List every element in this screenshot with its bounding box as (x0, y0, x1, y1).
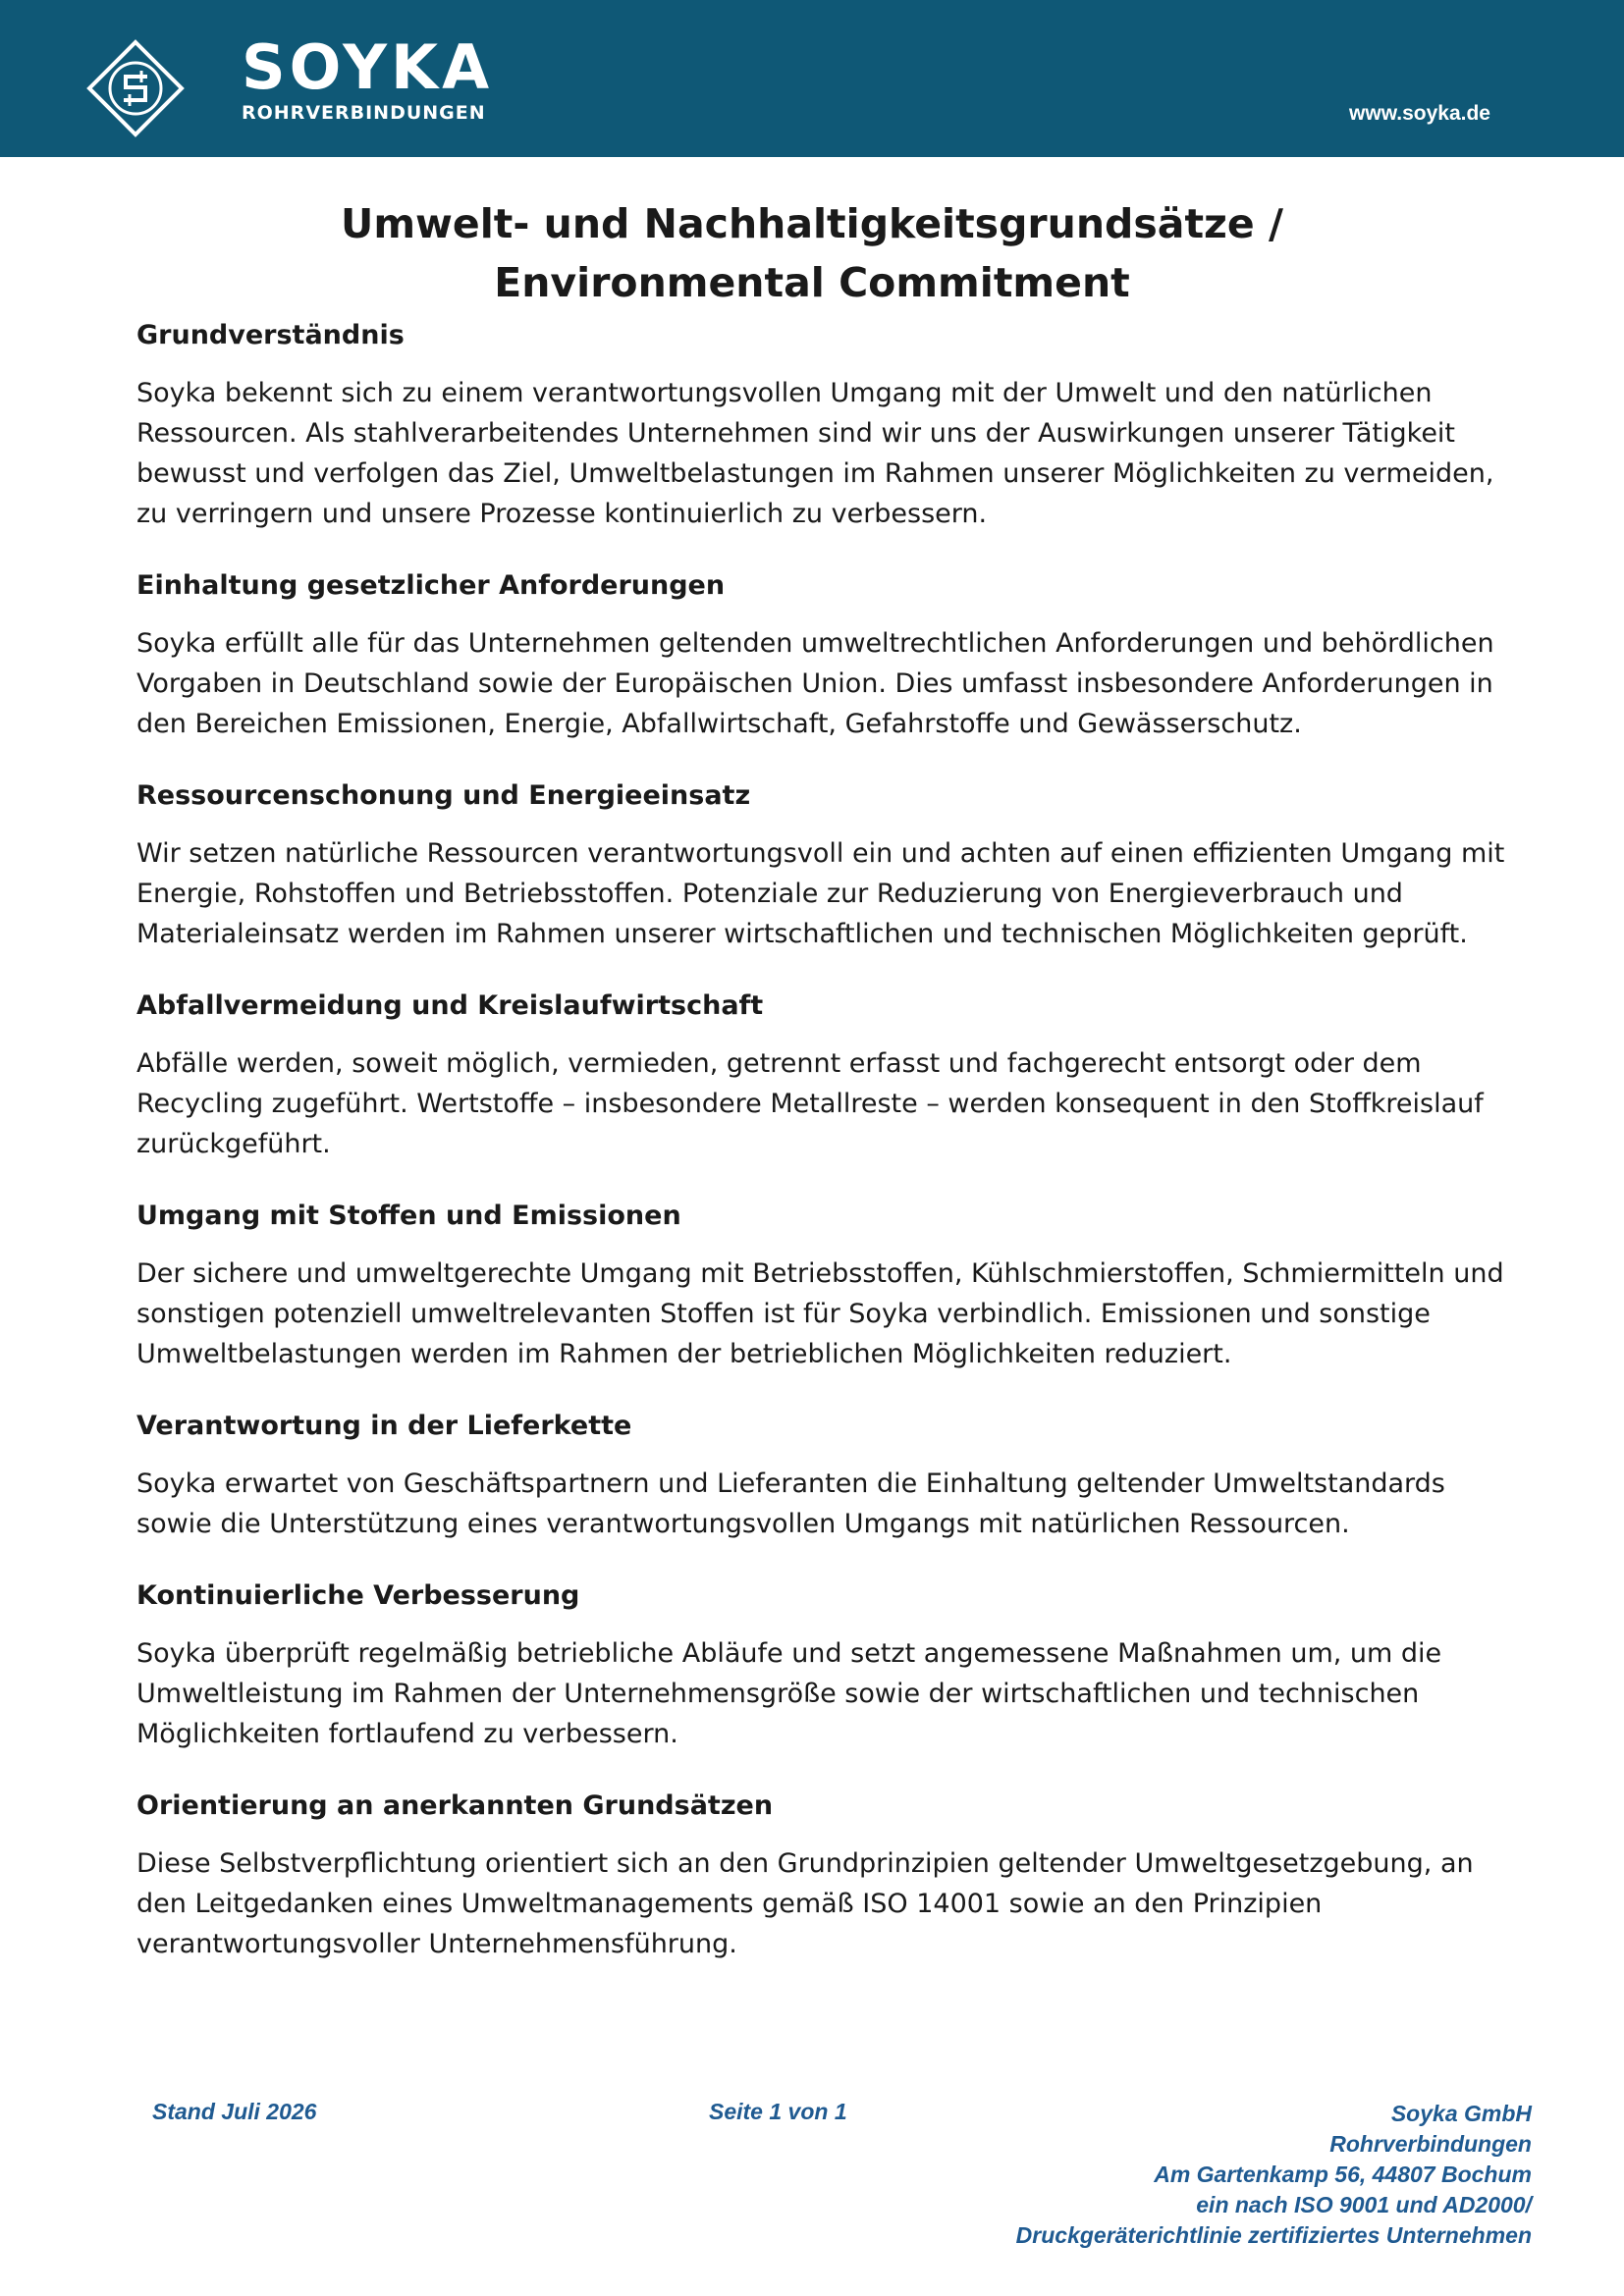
section-stoffe-emissionen (136, 1197, 1511, 1374)
section-heading: Einhaltung gesetzlicher Anforderungen (136, 570, 726, 601)
section-ressourcenschonung (136, 776, 1511, 954)
footer-company-address (1016, 2099, 1532, 2251)
section-body: Wir setzen natürliche Ressourcen verantwortungsvoll ein und achten auf einen effizienten Umgang mit Energie, Rohstoffen und Betriebsstoffen. Potenziale zur Reduzierung von Energieverbrauch und Materialeinsatz werden im Rahmen unserer wirtschaftlichen und technischen Möglichkeiten geprüft. (136, 838, 1505, 949)
document-title (0, 194, 1624, 312)
website-link[interactable]: www.soyka.de (1349, 102, 1490, 125)
footer-company-line: ein nach ISO 9001 und AD2000/ (1196, 2192, 1532, 2217)
footer-company-line: Rohrverbindungen (1329, 2131, 1532, 2157)
section-body: Der sichere und umweltgerechte Umgang mit Betriebsstoffen, Kühlschmierstoffen, Schmiermitteln und sonstigen potenziell umweltrelevanten Stoffen ist für Soyka verbindlich. Emissionen und sonstige Umweltbelastungen werden im Rahmen der betrieblichen Möglichkeiten reduziert. (136, 1258, 1504, 1369)
section-body: Diese Selbstverpflichtung orientiert sich an den Grundprinzipien geltender Umweltgesetzgebung, an den Leitgedanken eines Umweltmanagements gemäß ISO 14001 sowie an den Prinzipien verantwortungsvoller Unternehmensführung. (136, 1848, 1474, 1959)
document-title-line-1: Umwelt- und Nachhaltigkeitsgrundsätze / (341, 200, 1283, 247)
section-abfallvermeidung (136, 987, 1511, 1164)
brand-name: SOYKA (242, 31, 494, 103)
section-heading: Abfallvermeidung und Kreislaufwirtschaft (136, 990, 764, 1021)
section-heading: Ressourcenschonung und Energieeinsatz (136, 780, 751, 811)
footer-company-line: Druckgeräterichtlinie zertifiziertes Unternehmen (1015, 2222, 1532, 2248)
document-body (136, 316, 1511, 1997)
soyka-diamond-logo-icon (86, 39, 185, 137)
section-heading: Orientierung an anerkannten Grundsätzen (136, 1790, 774, 1821)
section-gesetzliche-anforderungen (136, 566, 1511, 744)
section-lieferkette (136, 1407, 1511, 1544)
section-heading: Verantwortung in der Lieferkette (136, 1411, 632, 1441)
section-grundverstaendnis (136, 316, 1511, 534)
section-heading: Grundverständnis (136, 320, 405, 350)
section-grundsaetze (136, 1787, 1511, 1964)
footer-page-number: Seite 1 von 1 (709, 2099, 847, 2124)
section-heading: Kontinuierliche Verbesserung (136, 1580, 580, 1611)
section-body: Soyka erwartet von Geschäftspartnern und Lieferanten die Einhaltung geltender Umweltstandards sowie die Unterstützung eines verantwortungsvollen Umgangs mit natürlichen Ressourcen. (136, 1468, 1445, 1539)
section-heading: Umgang mit Stoffen und Emissionen (136, 1201, 681, 1231)
section-verbesserung (136, 1576, 1511, 1754)
section-body: Soyka bekennt sich zu einem verantwortungsvollen Umgang mit der Umwelt und den natürlichen Ressourcen. Als stahlverarbeitendes Unternehmen sind wir uns der Auswirkungen unserer Tätigkeit bewusst und verfolgen das Ziel, Umweltbelastungen im Rahmen unserer Möglichkeiten zu vermeiden, zu verringern und unsere Prozesse kontinuierlich zu verbessern. (136, 378, 1494, 529)
section-body: Soyka erfüllt alle für das Unternehmen geltenden umweltrechtlichen Anforderungen und behördlichen Vorgaben in Deutschland sowie der Europäischen Union. Dies umfasst insbesondere Anforderungen in den Bereichen Emissionen, Energie, Abfallwirtschaft, Gefahrstoffe und Gewässerschutz. (136, 628, 1494, 739)
document-title-line-2: Environmental Commitment (494, 259, 1130, 306)
footer-company-line: Am Gartenkamp 56, 44807 Bochum (1154, 2162, 1532, 2187)
brand-tagline: ROHRVERBINDUNGEN (242, 102, 486, 124)
footer-status: Stand Juli 2026 (152, 2099, 317, 2124)
footer-company-line: Soyka GmbH (1390, 2101, 1532, 2126)
section-body: Abfälle werden, soweit möglich, vermieden, getrennt erfasst und fachgerecht entsorgt oder dem Recycling zugeführt. Wertstoffe – insbesondere Metallreste – werden konsequent in den Stoffkreislauf zurückgeführt. (136, 1048, 1484, 1159)
section-body: Soyka überprüft regelmäßig betriebliche Abläufe und setzt angemessene Maßnahmen um, um die Umweltleistung im Rahmen der Unternehmensgröße sowie der wirtschaftlichen und technischen Möglichkeiten fortlaufend zu verbessern. (136, 1638, 1442, 1749)
header-band (0, 0, 1624, 157)
